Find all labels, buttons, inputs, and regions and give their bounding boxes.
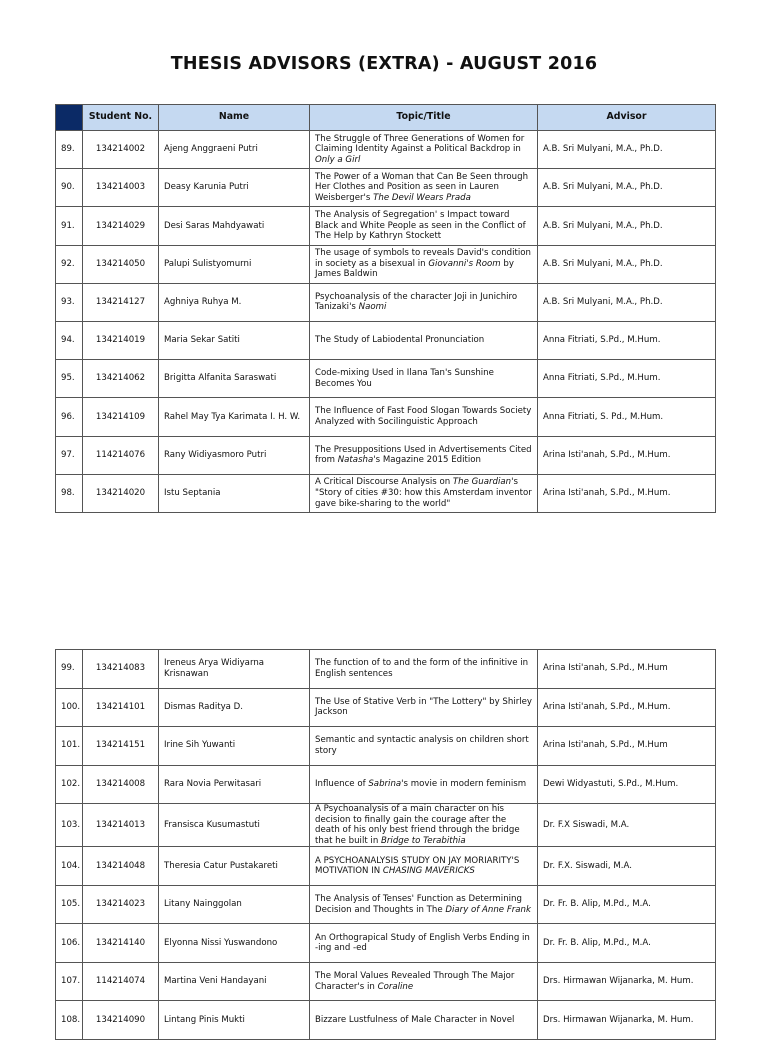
row-number: 100. [56, 688, 83, 727]
row-number: 107. [56, 962, 83, 1001]
advisor-cell: A.B. Sri Mulyani, M.A., Ph.D. [538, 207, 716, 245]
row-number: 91. [56, 207, 83, 245]
row-number: 92. [56, 245, 83, 283]
topic-title-cell: The usage of symbols to reveals David's condition in society as a bisexual in Giovanni's Room by James Baldwin [310, 245, 538, 283]
topic-title-cell: The function of to and the form of the infinitive in English sentences [310, 650, 538, 689]
header-student-no: Student No. [83, 105, 159, 131]
student-number-cell: 134214127 [83, 283, 159, 321]
table-row [56, 885, 716, 924]
student-number-cell: 134214013 [83, 804, 159, 847]
student-name-cell: Fransisca Kusumastuti [159, 804, 310, 847]
table-row [56, 360, 716, 398]
student-name-cell: Rara Novia Perwitasari [159, 765, 310, 804]
student-number-cell: 134214008 [83, 765, 159, 804]
row-number: 94. [56, 321, 83, 359]
advisor-cell: Dewi Widyastuti, S.Pd., M.Hum. [538, 765, 716, 804]
table-row [56, 131, 716, 169]
topic-title-cell: Code-mixing Used in Ilana Tan's Sunshine Becomes You [310, 360, 538, 398]
advisor-cell: A.B. Sri Mulyani, M.A., Ph.D. [538, 131, 716, 169]
student-number-cell: 134214109 [83, 398, 159, 436]
student-name-cell: Litany Nainggolan [159, 885, 310, 924]
table-row [56, 727, 716, 766]
row-number: 106. [56, 924, 83, 963]
table-header-row [56, 105, 716, 131]
student-number-cell: 134214050 [83, 245, 159, 283]
table-row [56, 804, 716, 847]
table-row [56, 398, 716, 436]
student-name-cell: Brigitta Alfanita Saraswati [159, 360, 310, 398]
row-number: 102. [56, 765, 83, 804]
table-row [56, 245, 716, 283]
student-name-cell: Rahel May Tya Karimata I. H. W. [159, 398, 310, 436]
header-corner-cell [56, 105, 83, 131]
topic-title-cell: The Use of Stative Verb in "The Lottery" by Shirley Jackson [310, 688, 538, 727]
row-number: 89. [56, 131, 83, 169]
row-number: 101. [56, 727, 83, 766]
page-title: THESIS ADVISORS (EXTRA) - AUGUST 2016 [170, 54, 598, 74]
advisor-cell: Anna Fitriati, S.Pd., M.Hum. [538, 360, 716, 398]
student-number-cell: 134214090 [83, 1001, 159, 1040]
student-name-cell: Martina Veni Handayani [159, 962, 310, 1001]
topic-title-cell: The Influence of Fast Food Slogan Towards Society Analyzed with Socilinguistic Approach [310, 398, 538, 436]
student-name-cell: Aghniya Ruhya M. [159, 283, 310, 321]
student-name-cell: Ajeng Anggraeni Putri [159, 131, 310, 169]
student-number-cell: 134214062 [83, 360, 159, 398]
advisor-cell: Anna Fitriati, S.Pd., M.Hum. [538, 321, 716, 359]
table-row [56, 650, 716, 689]
topic-title-cell: The Analysis of Tenses' Function as Determining Decision and Thoughts in The Diary of Anne Frank [310, 885, 538, 924]
student-number-cell: 134214029 [83, 207, 159, 245]
row-number: 108. [56, 1001, 83, 1040]
table-row [56, 436, 716, 474]
student-number-cell: 134214019 [83, 321, 159, 359]
topic-title-cell: Influence of Sabrina's movie in modern feminism [310, 765, 538, 804]
advisor-cell: Anna Fitriati, S. Pd., M.Hum. [538, 398, 716, 436]
student-number-cell: 134214003 [83, 169, 159, 207]
row-number: 95. [56, 360, 83, 398]
row-number: 104. [56, 847, 83, 886]
row-number: 97. [56, 436, 83, 474]
topic-title-cell: The Struggle of Three Generations of Women for Claiming Identity Against a Political Backdrop in Only a Girl [310, 131, 538, 169]
advisors-table-2 [55, 649, 716, 1040]
table-row [56, 962, 716, 1001]
topic-title-cell: Bizzare Lustfulness of Male Character in Novel [310, 1001, 538, 1040]
student-name-cell: Istu Septania [159, 474, 310, 512]
student-number-cell: 114214076 [83, 436, 159, 474]
topic-title-cell: A Critical Discourse Analysis on The Guardian's "Story of cities #30: how this Amsterdam inventor gave bike-sharing to the world" [310, 474, 538, 512]
advisor-cell: Drs. Hirmawan Wijanarka, M. Hum. [538, 1001, 716, 1040]
student-number-cell: 134214083 [83, 650, 159, 689]
row-number: 103. [56, 804, 83, 847]
student-name-cell: Rany Widiyasmoro Putri [159, 436, 310, 474]
table-row [56, 765, 716, 804]
student-number-cell: 134214020 [83, 474, 159, 512]
student-number-cell: 134214002 [83, 131, 159, 169]
row-number: 98. [56, 474, 83, 512]
topic-title-cell: Semantic and syntactic analysis on children short story [310, 727, 538, 766]
student-name-cell: Ireneus Arya Widiyarna Krisnawan [159, 650, 310, 689]
student-number-cell: 134214151 [83, 727, 159, 766]
advisor-cell: A.B. Sri Mulyani, M.A., Ph.D. [538, 283, 716, 321]
student-name-cell: Irine Sih Yuwanti [159, 727, 310, 766]
advisor-cell: A.B. Sri Mulyani, M.A., Ph.D. [538, 245, 716, 283]
header-name: Name [159, 105, 310, 131]
advisor-cell: Arina Isti'anah, S.Pd., M.Hum [538, 650, 716, 689]
topic-title-cell: The Presuppositions Used in Advertisements Cited from Natasha's Magazine 2015 Edition [310, 436, 538, 474]
topic-title-cell: The Study of Labiodental Pronunciation [310, 321, 538, 359]
topic-title-cell: An Orthograpical Study of English Verbs Ending in -ing and -ed [310, 924, 538, 963]
student-name-cell: Theresia Catur Pustakareti [159, 847, 310, 886]
table-row [56, 283, 716, 321]
advisor-cell: Dr. Fr. B. Alip, M.Pd., M.A. [538, 885, 716, 924]
advisor-cell: Dr. F.X. Siswadi, M.A. [538, 847, 716, 886]
advisor-cell: Drs. Hirmawan Wijanarka, M. Hum. [538, 962, 716, 1001]
advisor-cell: Arina Isti'anah, S.Pd., M.Hum. [538, 474, 716, 512]
table-row [56, 924, 716, 963]
student-name-cell: Lintang Pinis Mukti [159, 1001, 310, 1040]
table-row [56, 321, 716, 359]
topic-title-cell: The Moral Values Revealed Through The Major Character's in Coraline [310, 962, 538, 1001]
student-name-cell: Elyonna Nissi Yuswandono [159, 924, 310, 963]
table-row [56, 688, 716, 727]
advisor-cell: A.B. Sri Mulyani, M.A., Ph.D. [538, 169, 716, 207]
row-number: 99. [56, 650, 83, 689]
table-row [56, 207, 716, 245]
student-name-cell: Maria Sekar Satiti [159, 321, 310, 359]
student-name-cell: Deasy Karunia Putri [159, 169, 310, 207]
advisor-cell: Dr. F.X Siswadi, M.A. [538, 804, 716, 847]
topic-title-cell: Psychoanalysis of the character Joji in Junichiro Tanizaki's Naomi [310, 283, 538, 321]
student-name-cell: Desi Saras Mahdyawati [159, 207, 310, 245]
student-number-cell: 134214048 [83, 847, 159, 886]
row-number: 96. [56, 398, 83, 436]
topic-title-cell: The Analysis of Segregation' s Impact toward Black and White People as seen in the Conflict of The Help by Kathryn Stockett [310, 207, 538, 245]
advisor-cell: Arina Isti'anah, S.Pd., M.Hum. [538, 688, 716, 727]
student-number-cell: 134214101 [83, 688, 159, 727]
student-name-cell: Palupi Sulistyomurni [159, 245, 310, 283]
table-row [56, 474, 716, 512]
topic-title-cell: A PSYCHOANALYSIS STUDY ON JAY MORIARITY'S MOTIVATION IN CHASING MAVERICKS [310, 847, 538, 886]
table-row [56, 169, 716, 207]
row-number: 105. [56, 885, 83, 924]
advisor-cell: Arina Isti'anah, S.Pd., M.Hum. [538, 436, 716, 474]
student-number-cell: 114214074 [83, 962, 159, 1001]
row-number: 93. [56, 283, 83, 321]
header-advisor: Advisor [538, 105, 716, 131]
header-topic: Topic/Title [310, 105, 538, 131]
table-row [56, 1001, 716, 1040]
advisor-cell: Dr. Fr. B. Alip, M.Pd., M.A. [538, 924, 716, 963]
student-number-cell: 134214140 [83, 924, 159, 963]
advisors-table-1 [55, 104, 716, 513]
advisor-cell: Arina Isti'anah, S.Pd., M.Hum [538, 727, 716, 766]
row-number: 90. [56, 169, 83, 207]
topic-title-cell: The Power of a Woman that Can Be Seen through Her Clothes and Position as seen in Lauren Weisberger's The Devil Wears Prada [310, 169, 538, 207]
student-name-cell: Dismas Raditya D. [159, 688, 310, 727]
topic-title-cell: A Psychoanalysis of a main character on his decision to finally gain the courage after the death of his only best friend through the bridge that he built in Bridge to Terabithia [310, 804, 538, 847]
table-row [56, 847, 716, 886]
student-number-cell: 134214023 [83, 885, 159, 924]
